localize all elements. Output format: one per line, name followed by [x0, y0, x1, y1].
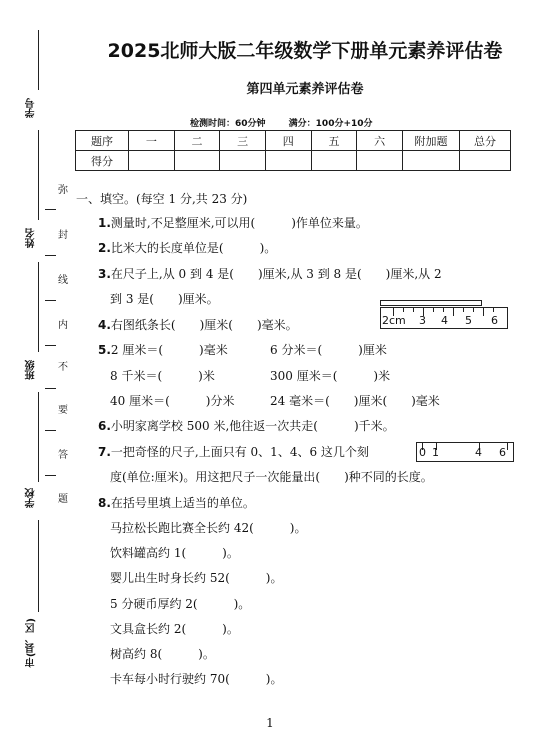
- score-table: [75, 130, 511, 171]
- seal-char: 封: [58, 230, 68, 241]
- seal-char: 答: [58, 450, 68, 461]
- ruler-tick: [433, 308, 434, 312]
- score-header-cell: 二: [174, 131, 220, 151]
- seal-dash: [45, 300, 56, 301]
- question-5-row-3-left: 40 厘米＝( )分米: [110, 394, 235, 408]
- score-header-cell: 三: [220, 131, 266, 151]
- score-cell[interactable]: [403, 151, 460, 171]
- question-5-row-2-right: 300 厘米＝( )米: [270, 369, 391, 383]
- question-2: [98, 239, 276, 256]
- ruler-tick: [463, 308, 464, 312]
- seal-char: 不: [58, 362, 68, 373]
- q8-item: 饮料罐高约 1( )。: [110, 546, 239, 560]
- ruler-label: 6: [491, 314, 498, 327]
- seal-dash: [45, 255, 56, 256]
- score-cell[interactable]: [311, 151, 357, 171]
- test-meta: [190, 116, 393, 129]
- score-cell[interactable]: [220, 151, 266, 171]
- ruler-tick: [473, 308, 474, 312]
- seal-dash: [45, 209, 56, 210]
- score-cell[interactable]: [357, 151, 403, 171]
- strange-ruler: [416, 442, 514, 462]
- question-text: 小明家离学校 500 米,他往返一次共走( )千米。: [110, 419, 395, 433]
- question-number: 5.: [98, 343, 111, 357]
- binding-line: [38, 262, 39, 352]
- full-score: 满分：100分+10分: [288, 119, 373, 129]
- seal-char: 弥: [58, 185, 68, 196]
- question-6: [98, 417, 395, 434]
- district-label: 市(县、区): [26, 618, 37, 668]
- ruler-tick: [453, 308, 454, 316]
- student-id-label: 学号: [26, 98, 37, 118]
- seal-char: 题: [58, 494, 68, 505]
- paper-strip-ruler-figure: [380, 300, 514, 330]
- page-number: 1: [266, 716, 274, 730]
- question-8: [98, 494, 255, 511]
- seal-char: 内: [58, 320, 68, 331]
- question-5-row-3-right: 24 毫米＝( )厘米( )毫米: [270, 394, 440, 408]
- question-number: 8.: [98, 496, 111, 510]
- seal-dash: [45, 430, 56, 431]
- question-7-continued: 度(单位:厘米)。用这把尺子一次能量出( )种不同的长度。: [110, 470, 433, 484]
- question-number: 3.: [98, 267, 111, 281]
- score-cell[interactable]: [265, 151, 311, 171]
- q8-item: 卡车每小时行驶约 70( )。: [110, 672, 283, 686]
- question-3-continued: 到 3 是( )厘米。: [110, 292, 219, 306]
- binding-line: [38, 520, 39, 612]
- score-header-cell: 四: [265, 131, 311, 151]
- ruler-label: 4: [441, 314, 448, 327]
- ruler-label: 6: [499, 446, 506, 459]
- question-3: [98, 265, 442, 282]
- q8-item: 婴儿出生时身长约 52( )。: [110, 571, 283, 585]
- question-1: [98, 214, 368, 231]
- score-header-cell: 六: [357, 131, 403, 151]
- question-number: 1.: [98, 216, 111, 230]
- paper-strip: [380, 300, 482, 306]
- seal-char: 线: [58, 275, 68, 286]
- ruler-label: 1: [432, 446, 439, 459]
- ruler-label: 2cm: [382, 314, 406, 327]
- ruler-label: 3: [419, 314, 426, 327]
- question-number: 2.: [98, 241, 111, 255]
- score-header-cell: 题序: [76, 131, 129, 151]
- binding-line: [38, 30, 39, 90]
- ruler-tick: [413, 308, 414, 312]
- score-cell[interactable]: [129, 151, 175, 171]
- ruler-tick: [403, 308, 404, 312]
- ruler-tick: [483, 308, 484, 316]
- name-label: 姓名: [26, 228, 37, 248]
- question-text: 在括号里填上适当的单位。: [110, 496, 255, 510]
- ruler: [380, 307, 508, 329]
- score-header-cell: 一: [129, 131, 175, 151]
- ruler-label: 4: [475, 446, 482, 459]
- q8-item: 马拉松长跑比赛全长约 42( )。: [110, 521, 307, 535]
- question-text: 测量时,不足整厘米,可以用( )作单位来量。: [110, 216, 368, 230]
- score-table-header-row: [76, 131, 511, 151]
- q8-item: 5 分硬币厚约 2( )。: [110, 597, 251, 611]
- q8-item: 树高约 8( )。: [110, 647, 215, 661]
- ruler-tick: [443, 308, 444, 312]
- page-subtitle: 第四单元素养评估卷: [246, 82, 364, 97]
- ruler-label: 5: [465, 314, 472, 327]
- score-cell[interactable]: [174, 151, 220, 171]
- score-header-cell: 附加题: [403, 131, 460, 151]
- school-label: 学校: [26, 488, 37, 508]
- score-header-cell: 五: [311, 131, 357, 151]
- question-number: 4.: [98, 318, 111, 332]
- score-cell[interactable]: [460, 151, 511, 171]
- score-table-score-row: [76, 151, 511, 171]
- page-title: 2025北师大版二年级数学下册单元素养评估卷: [107, 40, 503, 62]
- question-text: 一把奇怪的尺子,上面只有 0、1、4、6 这几个刻: [110, 445, 369, 459]
- question-number: 7.: [98, 445, 111, 459]
- ruler-label: 0: [419, 446, 426, 459]
- binding-line: [38, 130, 39, 220]
- ruler-tick: [507, 443, 508, 450]
- score-row-label: 得分: [76, 151, 129, 171]
- question-7: [98, 443, 369, 460]
- class-label: 班级: [26, 360, 37, 380]
- question-text: 在尺子上,从 0 到 4 是( )厘米,从 3 到 8 是( )厘米,从 2: [110, 267, 442, 281]
- question-5-row-1-right: 6 分米＝( )厘米: [270, 343, 387, 357]
- question-text: 右图纸条长( )厘米( )毫米。: [110, 318, 298, 332]
- score-header-cell: 总分: [460, 131, 511, 151]
- test-time: 检测时间：60分钟: [190, 119, 266, 129]
- ruler-tick: [493, 308, 494, 312]
- binding-strip: [0, 0, 70, 736]
- seal-dash: [45, 475, 56, 476]
- question-5: [98, 341, 228, 358]
- binding-line: [38, 392, 39, 482]
- q8-item: 文具盒长约 2( )。: [110, 622, 239, 636]
- question-4: [98, 316, 298, 333]
- question-5-row-1-left: 2 厘米＝( )毫米: [110, 343, 228, 357]
- seal-dash: [45, 388, 56, 389]
- section-heading: 一、填空。(每空 1 分,共 23 分): [76, 192, 248, 206]
- question-5-row-2-left: 8 千米＝( )米: [110, 369, 215, 383]
- question-number: 6.: [98, 419, 111, 433]
- seal-dash: [45, 345, 56, 346]
- question-text: 比米大的长度单位是( )。: [110, 241, 277, 255]
- seal-char: 要: [58, 405, 68, 416]
